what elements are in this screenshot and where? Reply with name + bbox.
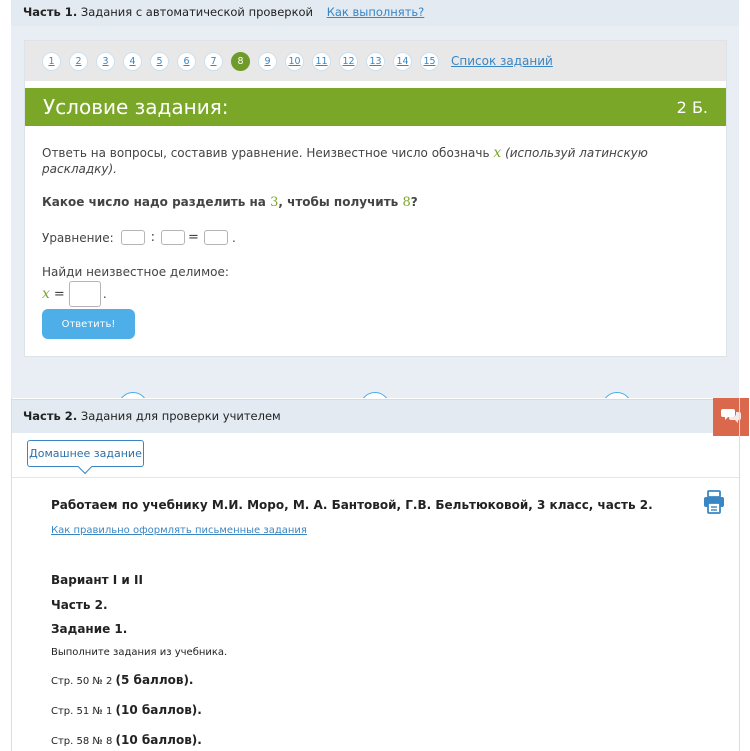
tab-divider xyxy=(11,477,739,478)
question-prefix: Какое число надо разделить на xyxy=(42,195,271,209)
x-equals: = xyxy=(53,286,65,302)
assignment-line xyxy=(51,729,691,748)
part2-label: Часть 2. xyxy=(23,409,78,423)
task-number-15[interactable]: 15 xyxy=(420,52,439,71)
assignment-score: (5 баллов). xyxy=(115,673,194,687)
variant-heading: Вариант I и II xyxy=(51,573,143,587)
homework-tab[interactable]: Домашнее задание xyxy=(27,440,144,467)
x-variable: x xyxy=(42,286,50,302)
part-heading: Часть 2. xyxy=(51,598,108,612)
question-divisor: 3 xyxy=(270,195,279,210)
task-card xyxy=(24,40,727,357)
assignment-score: (10 баллов). xyxy=(115,703,202,717)
answer-button[interactable]: Ответить! xyxy=(42,309,135,339)
task-number-8-active[interactable]: 8 xyxy=(231,52,250,71)
task-number-11[interactable]: 11 xyxy=(312,52,331,71)
task-number-14[interactable]: 14 xyxy=(393,52,412,71)
question-quotient: 8 xyxy=(402,195,411,210)
assignment-line xyxy=(51,699,691,718)
homework-content xyxy=(51,498,691,748)
homework-title: Работаем по учебнику М.И. Моро, М. А. Бантовой, Г.В. Бельтюковой, 3 класс, часть 2. xyxy=(51,498,653,512)
right-border xyxy=(739,398,740,751)
task-body xyxy=(42,145,712,307)
x-answer-input[interactable] xyxy=(69,281,101,307)
question-suffix: ? xyxy=(410,195,418,209)
intro-variable: x xyxy=(493,145,502,161)
assignment-page: Стр. 51 № 1 xyxy=(51,706,116,717)
intro-text: Ответь на вопросы, составив уравнение. Неизвестное число обозначь xyxy=(42,146,494,160)
printer-icon[interactable] xyxy=(703,490,725,514)
part1-header xyxy=(11,0,739,26)
part2-header xyxy=(11,399,739,433)
assignment-page: Стр. 50 № 2 xyxy=(51,676,116,687)
condition-title: Условие задания: xyxy=(43,95,229,119)
equation-input-divisor[interactable] xyxy=(161,230,185,245)
task-number-3[interactable]: 3 xyxy=(96,52,115,71)
task-number-13[interactable]: 13 xyxy=(366,52,385,71)
task-list-link[interactable]: Список заданий xyxy=(451,54,553,68)
equation-input-quotient[interactable] xyxy=(204,230,228,245)
condition-points: 2 Б. xyxy=(676,97,708,117)
condition-header xyxy=(25,88,726,126)
task-intro xyxy=(42,145,712,177)
equation-input-dividend[interactable] xyxy=(121,230,145,245)
task-number-9[interactable]: 9 xyxy=(258,52,277,71)
task-number-7[interactable]: 7 xyxy=(204,52,223,71)
assignment-page: Стр. 58 № 8 xyxy=(51,736,116,747)
part1-description: Задания с автоматической проверкой xyxy=(80,5,314,19)
task-number-4[interactable]: 4 xyxy=(123,52,142,71)
task-number-5[interactable]: 5 xyxy=(150,52,169,71)
assignment-score: (10 баллов). xyxy=(115,733,202,747)
find-dividend-label: Найди неизвестное делимое: xyxy=(42,265,229,279)
divide-sign: : xyxy=(150,230,156,245)
task-nav xyxy=(25,41,726,81)
task-question xyxy=(42,195,712,210)
chat-button[interactable] xyxy=(713,398,749,436)
x-end: . xyxy=(102,287,107,301)
assignment-line xyxy=(51,669,691,688)
left-border xyxy=(11,398,12,751)
part2-description: Задания для проверки учителем xyxy=(80,409,281,423)
equation-label: Уравнение: xyxy=(42,230,114,245)
task-heading: Задание 1. xyxy=(51,622,128,636)
task-number-1[interactable]: 1 xyxy=(42,52,61,71)
how-to-link[interactable]: Как выполнять? xyxy=(326,5,425,19)
equation-row xyxy=(42,230,712,245)
task-number-2[interactable]: 2 xyxy=(69,52,88,71)
task-number-6[interactable]: 6 xyxy=(177,52,196,71)
task-number-10[interactable]: 10 xyxy=(285,52,304,71)
chat-bubbles-icon xyxy=(721,407,741,427)
writing-guide-link[interactable]: Как правильно оформлять письменные задания xyxy=(51,525,307,536)
part1-label: Часть 1. xyxy=(23,5,78,19)
intro-hint: (используй латинскую раскладку). xyxy=(42,146,648,176)
question-middle: , чтобы получить xyxy=(278,195,403,209)
x-answer-row xyxy=(42,281,712,307)
equals-sign: = xyxy=(188,230,199,245)
instruction-text: Выполните задания из учебника. xyxy=(51,647,228,658)
task-number-12[interactable]: 12 xyxy=(339,52,358,71)
equation-end: . xyxy=(231,230,236,245)
